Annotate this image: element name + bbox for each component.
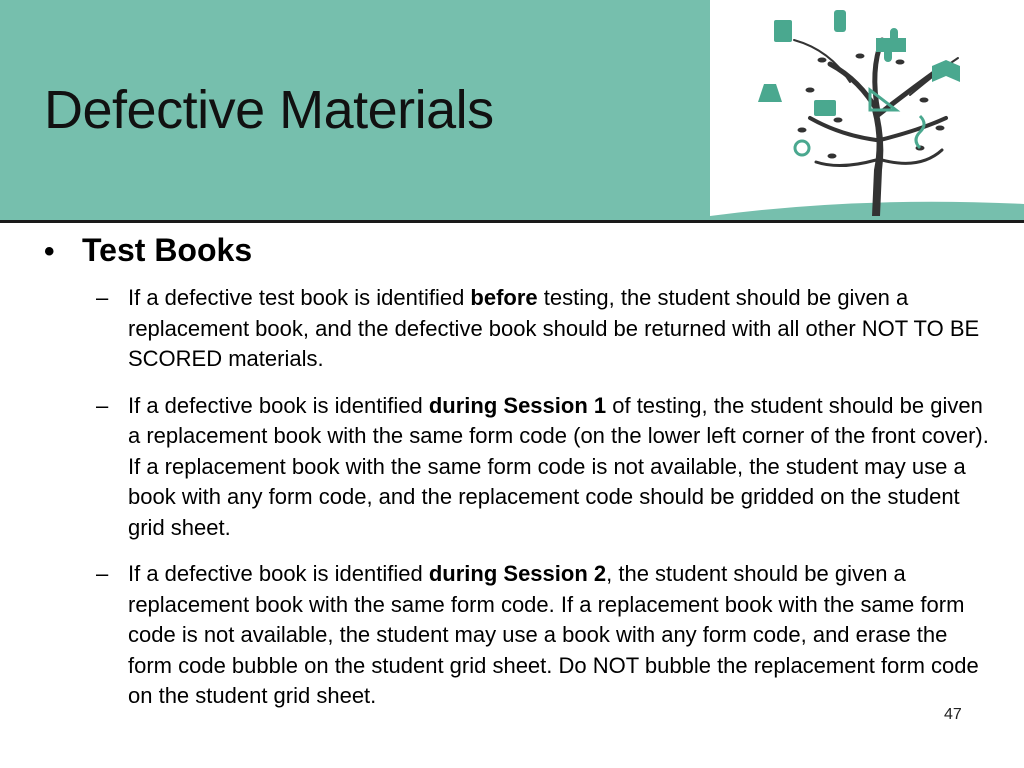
item-text-end: , the student should be given a replacement book with the same form code. If a replacement book with the same form code is not available, the student may use a book with any form code, and erase the form code bubble on the student grid sheet. Do NOT bubble the replacement form code on the student grid sheet. bbox=[128, 561, 979, 708]
title-banner bbox=[0, 0, 710, 220]
calculator-icon bbox=[774, 20, 792, 42]
books-stack-icon bbox=[814, 100, 836, 116]
education-tree-illustration bbox=[710, 0, 1024, 222]
sub-bullet-item bbox=[44, 391, 994, 544]
item-text-start: If a defective book is identified bbox=[128, 561, 429, 586]
item-emphasis: before bbox=[470, 285, 538, 310]
item-emphasis: during Session 2 bbox=[428, 561, 607, 586]
bullet-test-books bbox=[44, 232, 994, 269]
header-divider bbox=[0, 220, 1024, 223]
sub-bullet-list bbox=[44, 283, 994, 712]
bullet-heading: Test Books bbox=[82, 232, 253, 268]
page-number: 47 bbox=[944, 706, 962, 723]
microscope-icon bbox=[834, 10, 846, 32]
item-text-end: testing, the student should be given a replacement book, and the defective book should be returned with all other NOT TO BE SCORED materials. bbox=[128, 285, 980, 371]
dash-marker: – bbox=[96, 561, 109, 586]
slide-body bbox=[44, 232, 994, 728]
sub-bullet-item bbox=[44, 283, 994, 375]
dash-marker: – bbox=[96, 392, 109, 418]
item-emphasis: during Session 1 bbox=[428, 392, 607, 418]
item-text-start: If a defective test book is identified bbox=[128, 285, 471, 310]
sub-bullet-item bbox=[44, 559, 994, 712]
item-text-start: If a defective book is identified bbox=[128, 392, 429, 418]
bullet-marker: • bbox=[44, 235, 55, 268]
slide-title: Defective Materials bbox=[44, 80, 494, 140]
dash-marker: – bbox=[96, 285, 109, 310]
item-text-end: of testing, the student should be given a replacement book with the same form code (on the lower left corner of the front cover). If a replacement book with the same form code is not available, the student may use a book with any form code, and the replacement code should be gridded on the student grid sheet. bbox=[128, 392, 989, 540]
